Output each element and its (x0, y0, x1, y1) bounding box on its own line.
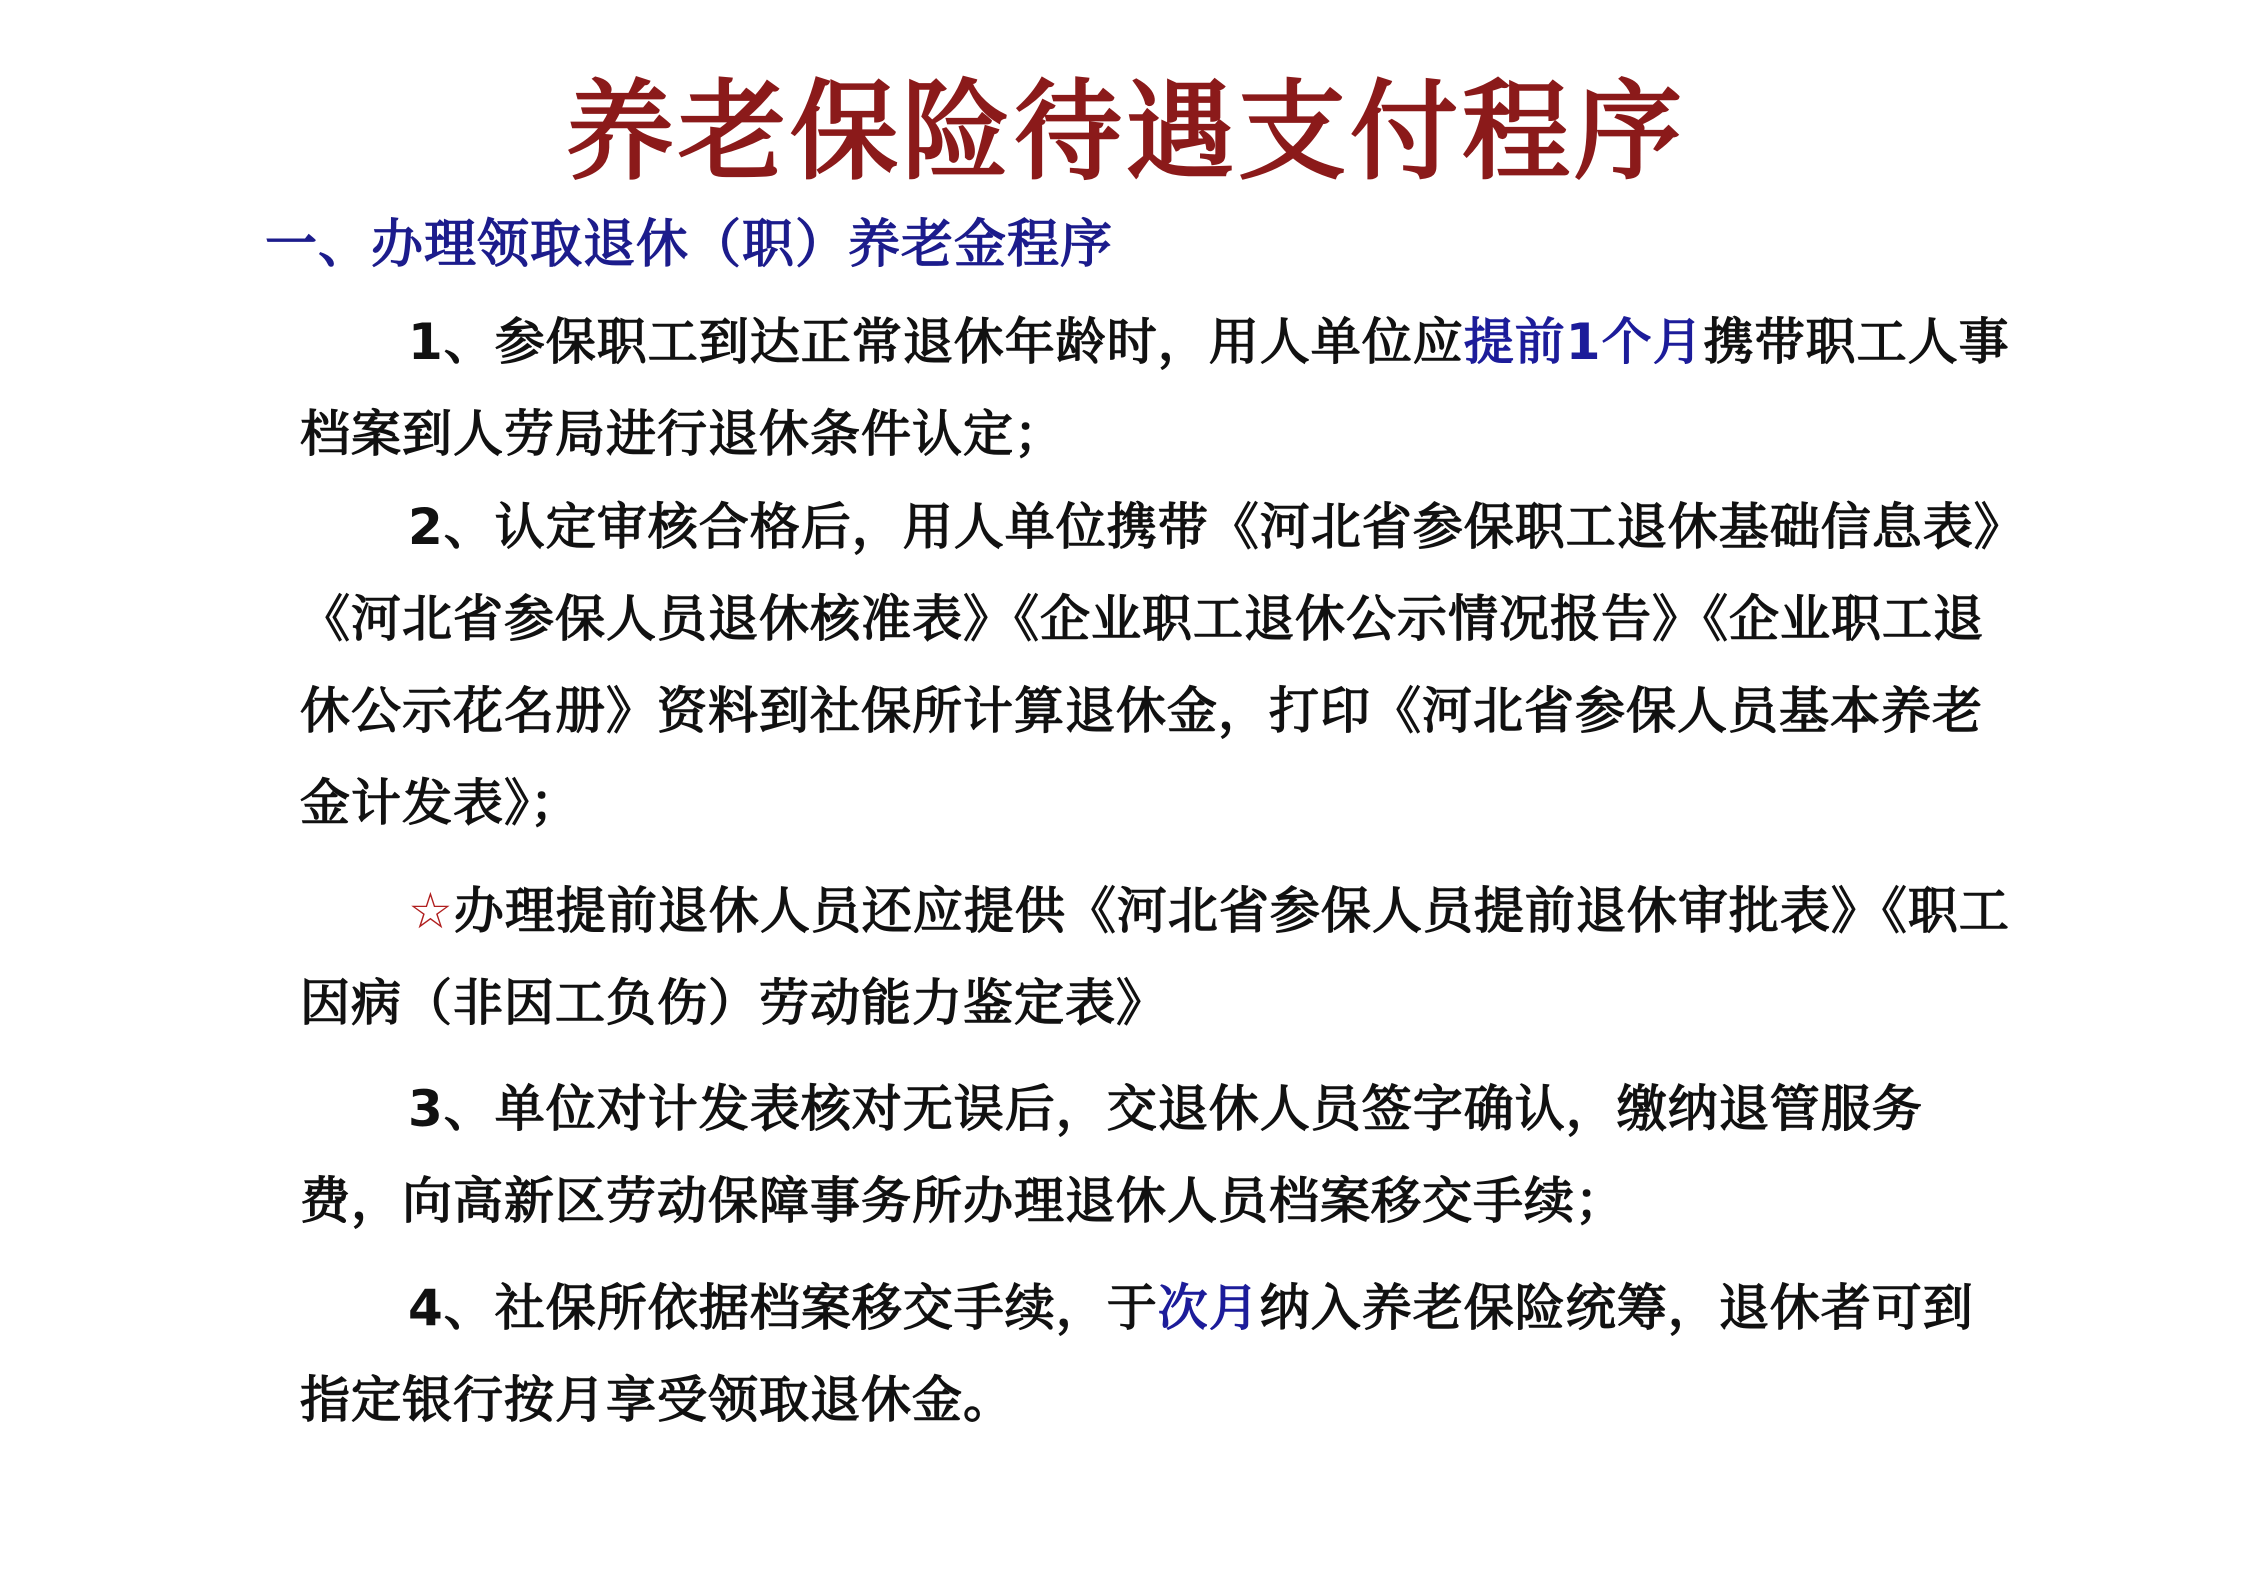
star-outline-icon: ☆ (408, 882, 454, 940)
step-1-highlight: 提前1个月 (1463, 313, 1704, 371)
step-4-paragraph (300, 1262, 2020, 1446)
step-4-text-before: 4、社保所依据档案移交手续，于 (408, 1279, 1158, 1337)
step-4-text-after: 纳入养老保险统筹，退休者可到指定银行按月享受领取退休金。 (300, 1279, 1974, 1429)
step-1-text-before: 1、参保职工到达正常退休年龄时，用人单位应 (408, 313, 1464, 371)
step-2-paragraph: 2、认定审核合格后，用人单位携带《河北省参保职工退休基础信息表》《河北省参保人员退休核准表》《企业职工退休公示情况报告》《企业职工退休公示花名册》资料到社保所计算退休金，打印《河北省参保人员基本养老金计发表》； (300, 498, 2000, 832)
early-retirement-note (300, 865, 2020, 1049)
step-1-paragraph (300, 296, 2020, 480)
early-retirement-note-text: 办理提前退休人员还应提供《河北省参保人员提前退休审批表》《职工因病（非因工负伤）劳动能力鉴定表》 (300, 882, 2010, 1032)
step-1-text-after: 携带职工人事档案到人劳局进行退休条件认定； (300, 313, 2010, 463)
step-3-paragraph: 3、单位对计发表核对无误后，交退休人员签字确认，缴纳退管服务费，向高新区劳动保障事务所办理退休人员档案移交手续； (300, 1080, 1923, 1230)
page-title: 养老保险待遇支付程序 (565, 70, 1686, 195)
section-heading: 一、办理领取退休（职）养老金程序 (265, 215, 1114, 275)
step-4-highlight: 次月 (1157, 1279, 1260, 1337)
